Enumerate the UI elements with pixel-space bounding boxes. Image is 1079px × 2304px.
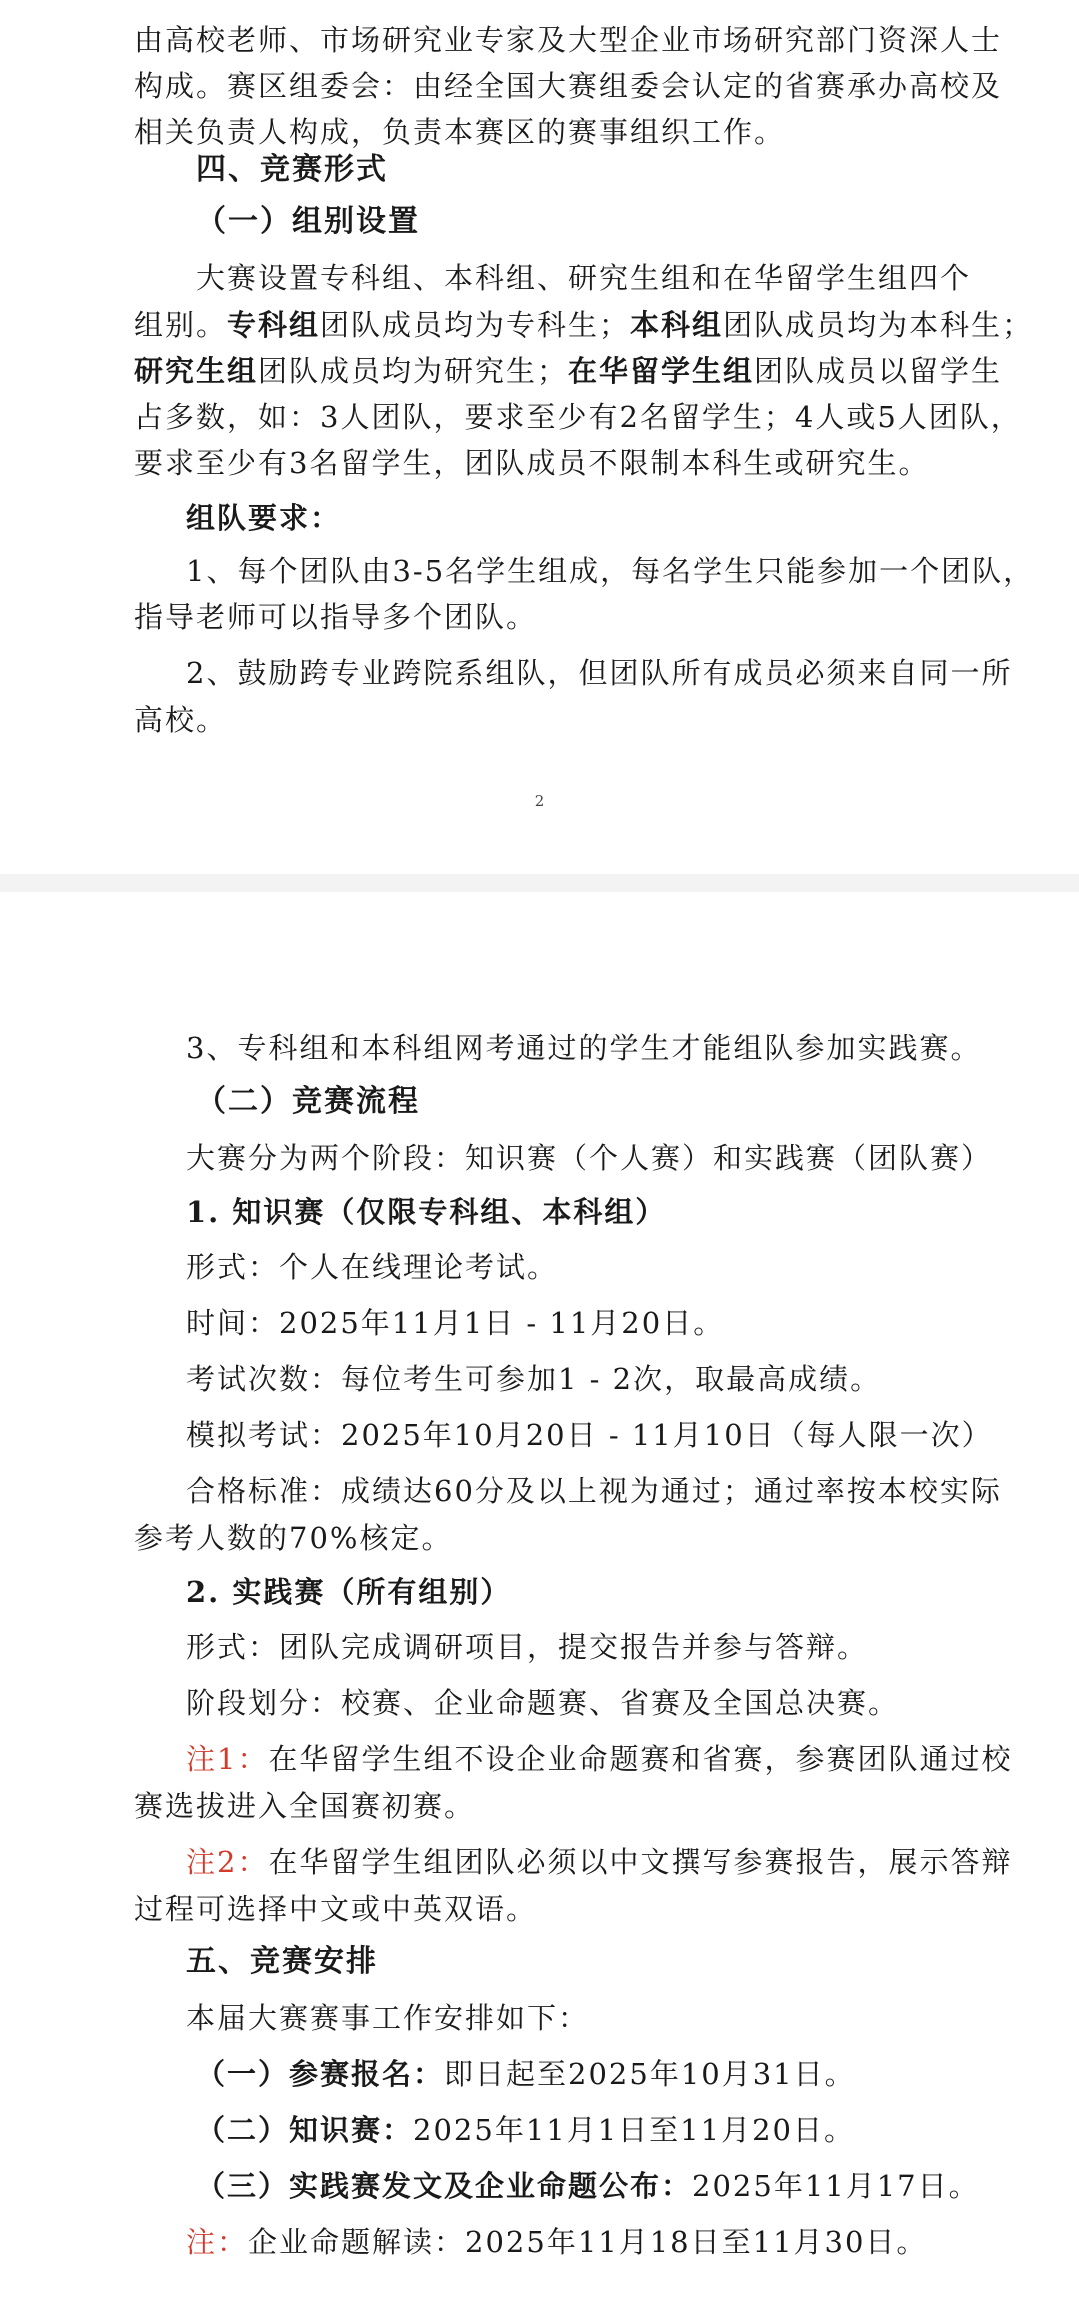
paragraph-line: 指导老师可以指导多个团队。	[134, 600, 538, 634]
paragraph-line: 相关负责人构成，负责本赛区的赛事组织工作。	[134, 115, 786, 149]
paragraph-line: 形式：团队完成调研项目，提交报告并参与答辩。	[186, 1630, 869, 1664]
note-line: 注2：在华留学生组团队必须以中文撰写参赛报告，展示答辩	[186, 1845, 1013, 1879]
paragraph-line: 阶段划分：校赛、企业命题赛、省赛及全国总决赛。	[186, 1686, 900, 1720]
paragraph-line: 考试次数：每位考生可参加1 - 2次，取最高成绩。	[186, 1362, 882, 1396]
page-number: 2	[534, 792, 545, 810]
schedule-item: （一）参赛报名：即日起至2025年10月31日。	[196, 2057, 856, 2091]
paragraph-line: 1、每个团队由3-5名学生组成，每名学生只能参加一个团队，	[186, 554, 1035, 588]
paragraph-line: 组别。专科组团队成员均为专科生；本科组团队成员均为本科生；	[134, 308, 1034, 342]
paragraph-line: 时间：2025年11月1日 - 11月20日。	[186, 1306, 725, 1340]
schedule-item: （二）知识赛：2025年11月1日至11月20日。	[196, 2113, 855, 2147]
paragraph-line: 过程可选择中文或中英双语。	[134, 1892, 538, 1926]
note-label: 注1：	[186, 1742, 269, 1776]
paragraph-line: 2、鼓励跨专业跨院系组队，但团队所有成员必须来自同一所	[186, 656, 1013, 690]
practice-contest-heading: 2. 实践赛（所有组别）	[186, 1575, 512, 1609]
paragraph-line: 大赛分为两个阶段：知识赛（个人赛）和实践赛（团队赛）	[186, 1141, 993, 1175]
document-page-3	[0, 892, 1079, 2304]
team-requirements-heading: 组队要求：	[186, 501, 342, 535]
paragraph-line: 研究生组团队成员均为研究生；在华留学生组团队成员以留学生	[134, 354, 1003, 388]
paragraph-line: 大赛设置专科组、本科组、研究生组和在华留学生组四个	[196, 261, 972, 295]
paragraph-line: 赛选拔进入全国赛初赛。	[134, 1789, 476, 1823]
paragraph-line: 合格标准：成绩达60分及以上视为通过；通过率按本校实际	[186, 1474, 1002, 1508]
group-name-vocational: 专科组	[227, 308, 321, 342]
group-name-undergraduate: 本科组	[630, 308, 724, 342]
subsection-heading: （二）竞赛流程	[196, 1084, 420, 1119]
page-separator	[0, 874, 1079, 892]
group-name-graduate: 研究生组	[134, 354, 259, 388]
paragraph-line: 要求至少有3名留学生，团队成员不限制本科生或研究生。	[134, 446, 930, 480]
paragraph-line: 模拟考试：2025年10月20日 - 11月10日（每人限一次）	[186, 1418, 993, 1452]
section-heading: 四、竞赛形式	[196, 152, 388, 187]
paragraph-line: 本届大赛赛事工作安排如下：	[186, 2001, 590, 2035]
document-page-2	[0, 0, 1079, 874]
subsection-heading: （一）组别设置	[196, 204, 420, 239]
knowledge-contest-heading: 1. 知识赛（仅限专科组、本科组）	[186, 1195, 667, 1229]
paragraph-line: 构成。赛区组委会：由经全国大赛组委会认定的省赛承办高校及	[134, 69, 1003, 103]
note-line: 注1：在华留学生组不设企业命题赛和省赛，参赛团队通过校	[186, 1742, 1013, 1776]
paragraph-line: 高校。	[134, 703, 228, 737]
paragraph-line: 由高校老师、市场研究业专家及大型企业市场研究部门资深人士	[134, 23, 1003, 57]
section-heading: 五、竞赛安排	[186, 1944, 378, 1979]
note-label: 注：	[186, 2225, 249, 2259]
note-line: 注：企业命题解读：2025年11月18日至11月30日。	[186, 2225, 928, 2259]
schedule-item: （三）实践赛发文及企业命题公布：2025年11月17日。	[196, 2169, 980, 2203]
group-name-international: 在华留学生组	[568, 354, 755, 388]
paragraph-line: 参考人数的70%核定。	[134, 1521, 453, 1555]
paragraph-line: 形式：个人在线理论考试。	[186, 1250, 559, 1284]
paragraph-line: 占多数，如：3人团队，要求至少有2名留学生；4人或5人团队，	[134, 400, 1022, 434]
note-label: 注2：	[186, 1845, 269, 1879]
paragraph-line: 3、专科组和本科组网考通过的学生才能组队参加实践赛。	[186, 1031, 982, 1065]
